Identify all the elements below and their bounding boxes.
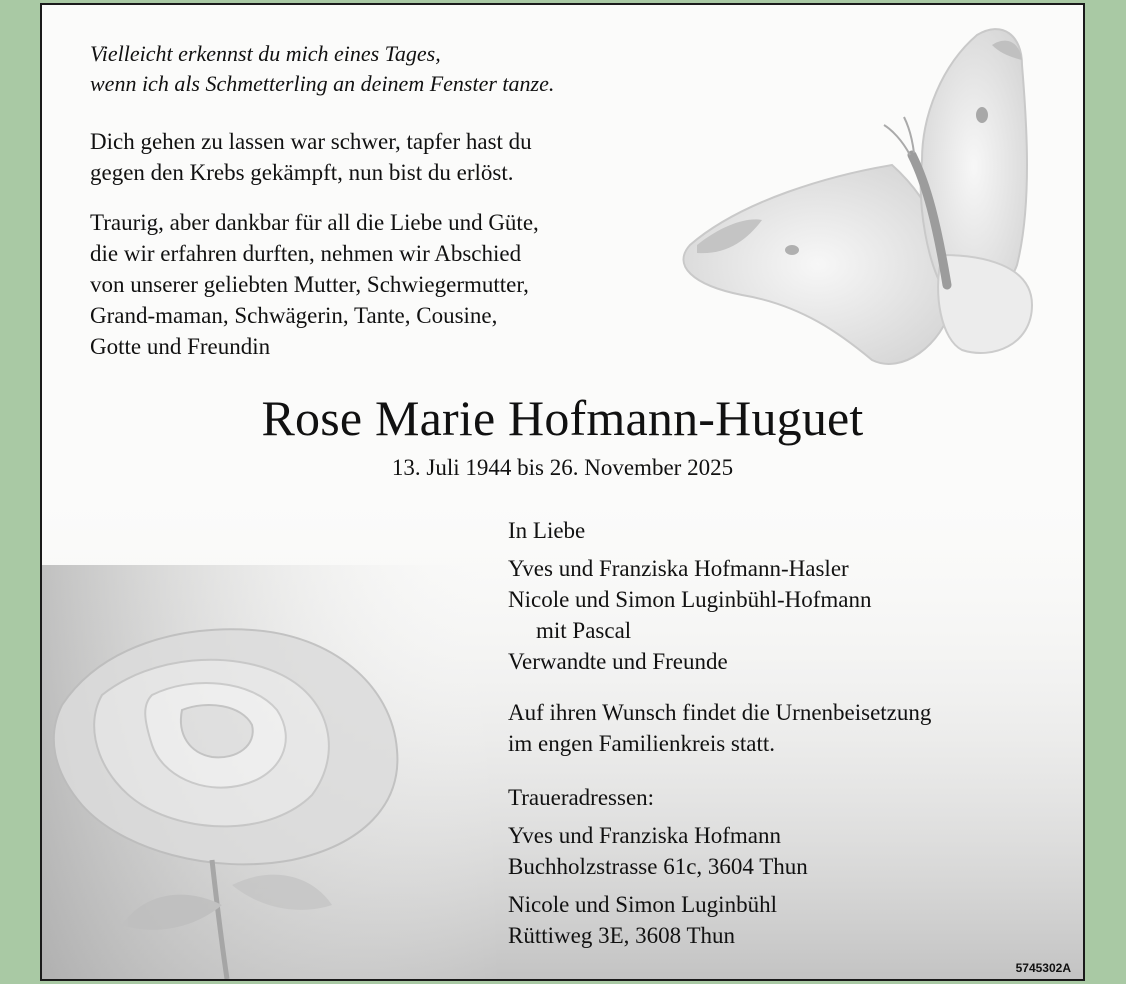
farewell-line: Traurig, aber dankbar für all die Liebe und Güte, (90, 210, 539, 235)
burial-note-line: Auf ihren Wunsch findet die Urnenbeisetzung (508, 700, 932, 725)
poem-line: wenn ich als Schmetterling an deinem Fenster tanze. (90, 71, 555, 96)
poem-line: Vielleicht erkennst du mich eines Tages, (90, 41, 441, 66)
farewell-line: Gotte und Freundin (90, 334, 271, 359)
address-name: Nicole und Simon Luginbühl (508, 892, 777, 917)
in-love-label: In Liebe (508, 518, 586, 543)
butterfly-illustration (683, 29, 1032, 364)
address-name: Yves und Franziska Hofmann (508, 823, 782, 848)
address-block (508, 889, 777, 951)
farewell-paragraph (90, 207, 539, 362)
farewell-line: von unserer geliebten Mutter, Schwiegermutter, (90, 272, 529, 297)
burial-note-line: im engen Familienkreis statt. (508, 731, 776, 756)
poem-verse (90, 39, 554, 99)
address-street: Rüttiweg 3E, 3608 Thun (508, 923, 736, 948)
life-dates: 13. Juli 1944 bis 26. November 2025 (391, 455, 734, 480)
intro-line: gegen den Krebs gekämpft, nun bist du erlöst. (90, 160, 514, 185)
farewell-line: Grand-maman, Schwägerin, Tante, Cousine, (90, 303, 498, 328)
mourner-line: Verwandte und Freunde (508, 649, 728, 674)
reference-code: 5745302A (1015, 961, 1071, 975)
intro-line: Dich gehen zu lassen war schwer, tapfer hast du (90, 129, 532, 154)
address-block (508, 820, 808, 882)
burial-note (508, 697, 931, 759)
obituary-notice (40, 3, 1085, 981)
intro-paragraph (90, 126, 532, 188)
address-street: Buchholzstrasse 61c, 3604 Thun (508, 854, 808, 879)
mourner-line: Nicole und Simon Luginbühl-Hofmann (508, 587, 872, 612)
farewell-line: die wir erfahren durften, nehmen wir Abschied (90, 241, 522, 266)
mourner-line: Yves und Franziska Hofmann-Hasler (508, 556, 849, 581)
addresses-heading: Traueradressen: (508, 785, 655, 810)
mourners-list (508, 553, 872, 677)
deceased-name: Rose Marie Hofmann-Huguet (261, 390, 864, 446)
mourner-line: mit Pascal (536, 618, 632, 643)
